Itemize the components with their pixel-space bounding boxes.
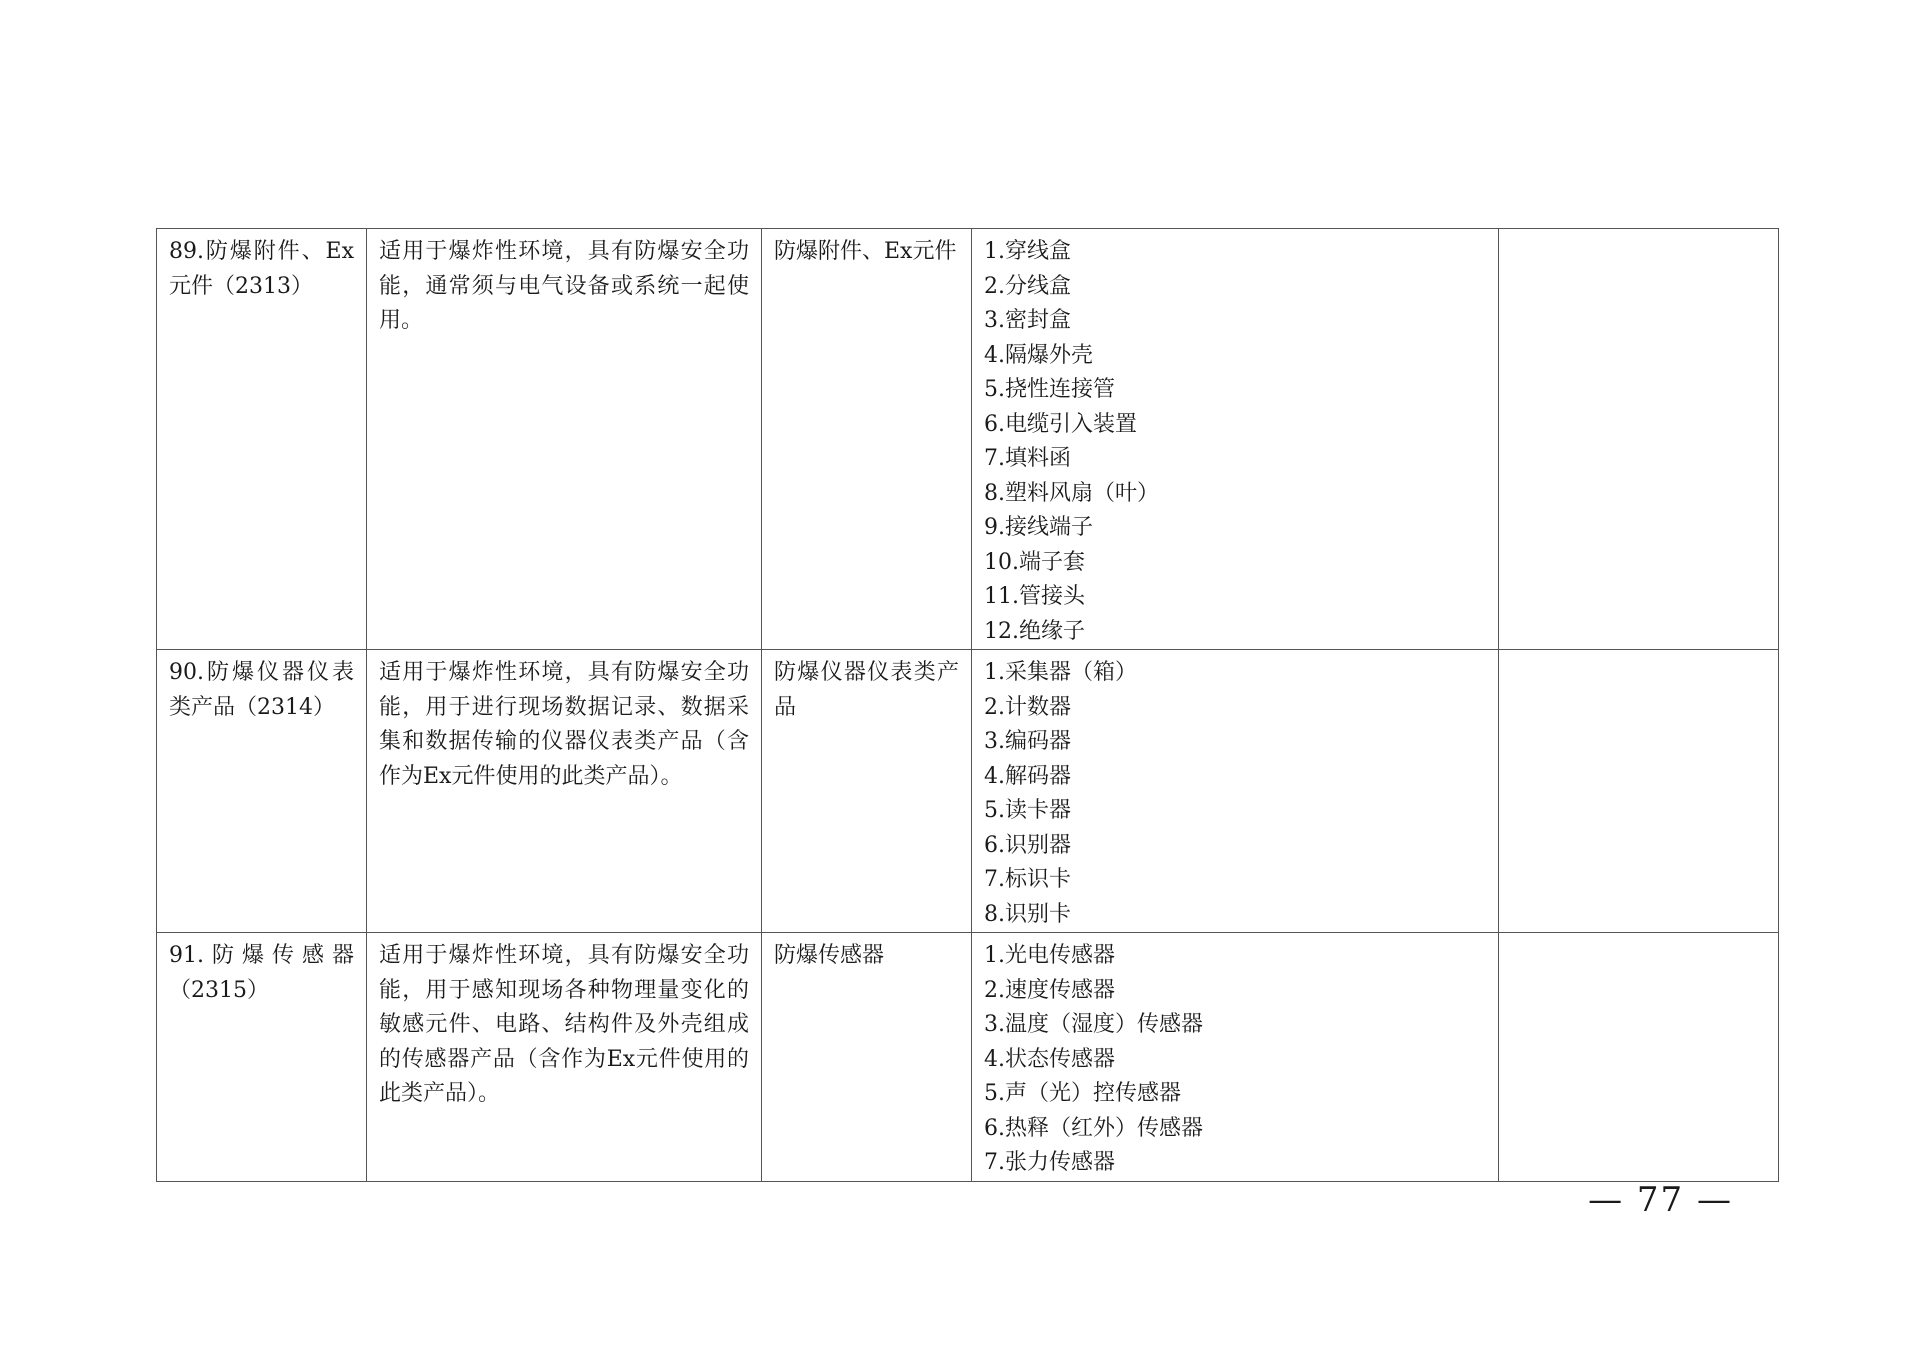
- list-item: 8.识别卡: [984, 901, 1071, 927]
- list-item: 5.挠性连接管: [984, 377, 1115, 402]
- list-item: 2.分线盒: [984, 273, 1071, 299]
- table-row: [157, 933, 1779, 1182]
- list-item: 6.识别器: [984, 832, 1071, 858]
- list-item: 4.隔爆外壳: [984, 342, 1093, 368]
- list-item: 11.管接头: [984, 584, 1085, 609]
- product-catalog-table: [156, 228, 1779, 1182]
- description-cell: 适用于爆炸性环境，具有防爆安全功能，通常须与电气设备或系统一起使用。: [367, 229, 762, 650]
- product-name-cell: 91.防爆传感器（2315）: [157, 933, 367, 1182]
- list-item: 5.读卡器: [984, 798, 1071, 823]
- table-row: [157, 650, 1779, 933]
- list-item: 7.填料函: [984, 446, 1071, 471]
- page-number: — 77 —: [1588, 1180, 1733, 1220]
- list-item: 1.采集器（箱）: [984, 660, 1137, 685]
- list-item: 9.接线端子: [984, 515, 1093, 540]
- list-item: 2.速度传感器: [984, 977, 1115, 1003]
- list-item: 1.光电传感器: [984, 943, 1115, 968]
- list-item: 3.密封盒: [984, 308, 1071, 333]
- remark-cell: [1499, 933, 1779, 1182]
- list-item: 12.绝缘子: [984, 618, 1085, 644]
- list-item: 6.热释（红外）传感器: [984, 1115, 1203, 1141]
- list-item: 4.状态传感器: [984, 1046, 1115, 1072]
- items-cell: [972, 229, 1499, 650]
- list-item: 10.端子套: [984, 549, 1085, 575]
- list-item: 3.编码器: [984, 729, 1071, 754]
- list-item: 3.温度（湿度）传感器: [984, 1012, 1203, 1037]
- list-item: 7.张力传感器: [984, 1150, 1115, 1175]
- table-row: [157, 229, 1779, 650]
- description-cell: 适用于爆炸性环境，具有防爆安全功能，用于进行现场数据记录、数据采集和数据传输的仪器仪表类产品（含作为Ex元件使用的此类产品）。: [367, 650, 762, 933]
- remark-cell: [1499, 229, 1779, 650]
- product-name-cell: 89.防爆附件、Ex元件（2313）: [157, 229, 367, 650]
- items-cell: [972, 933, 1499, 1182]
- category-cell: 防爆仪器仪表类产品: [762, 650, 972, 933]
- remark-cell: [1499, 650, 1779, 933]
- list-item: 2.计数器: [984, 694, 1071, 720]
- category-cell: 防爆附件、Ex元件: [762, 229, 972, 650]
- product-name-cell: 90.防爆仪器仪表类产品（2314）: [157, 650, 367, 933]
- items-cell: [972, 650, 1499, 933]
- list-item: 5.声（光）控传感器: [984, 1081, 1181, 1106]
- description-cell: 适用于爆炸性环境，具有防爆安全功能，用于感知现场各种物理量变化的敏感元件、电路、结构件及外壳组成的传感器产品（含作为Ex元件使用的此类产品）。: [367, 933, 762, 1182]
- list-item: 8.塑料风扇（叶）: [984, 480, 1159, 506]
- list-item: 4.解码器: [984, 763, 1071, 789]
- list-item: 7.标识卡: [984, 867, 1071, 892]
- list-item: 6.电缆引入装置: [984, 411, 1137, 437]
- list-item: 1.穿线盒: [984, 239, 1071, 264]
- category-cell: 防爆传感器: [762, 933, 972, 1182]
